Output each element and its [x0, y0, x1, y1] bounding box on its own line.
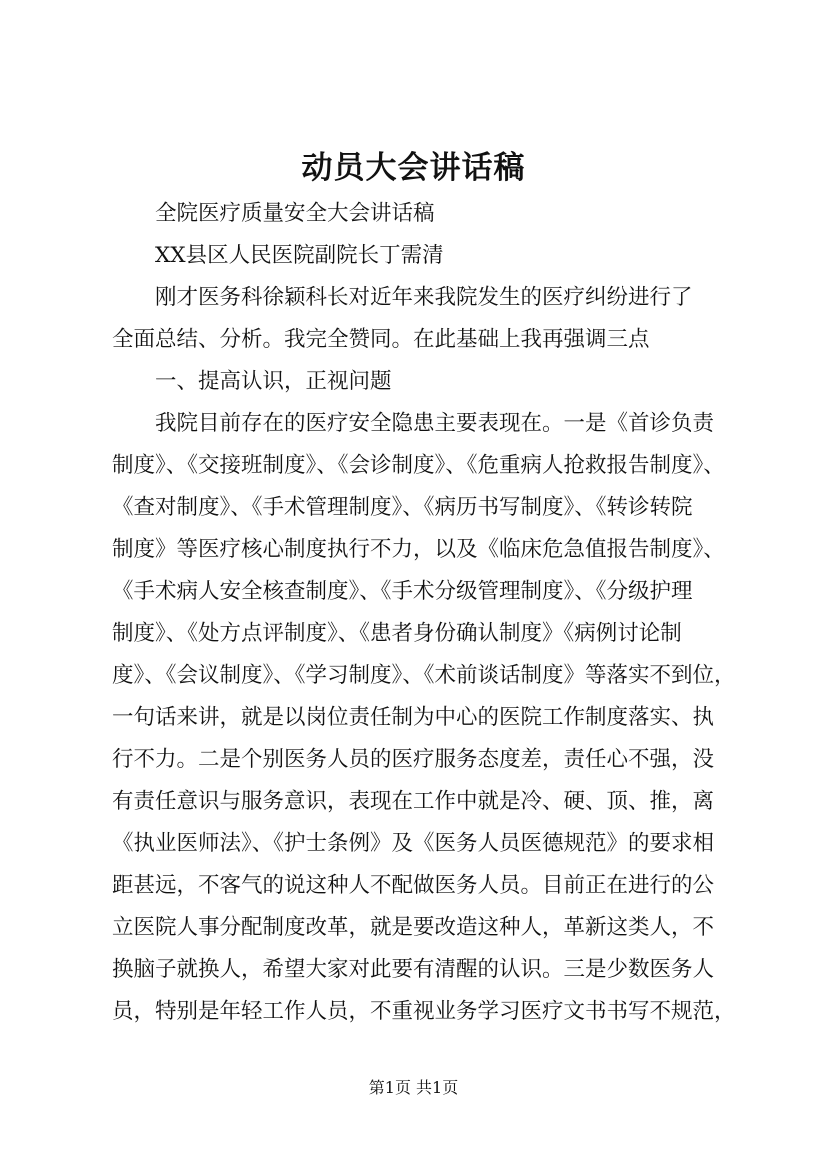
- paragraph-line: 《手术病人安全核查制度》、《手术分级管理制度》、《分级护理: [112, 579, 693, 604]
- document-title: 动员大会讲话稿: [301, 150, 526, 186]
- paragraph-line: 立医院人事分配制度改革，就是要改造这种人，革新这类人，不: [112, 915, 715, 940]
- paragraph-line: 制度》等医疗核心制度执行不力，以及《临床危急值报告制度》、: [112, 537, 725, 562]
- paragraph-line: 刚才医务科徐颖科长对近年来我院发生的医疗纠纷进行了: [155, 285, 693, 310]
- paragraph-line: 制度》、《交接班制度》、《会诊制度》、《危重病人抢救报告制度》、: [112, 453, 725, 478]
- paragraph-line: 度》、《会议制度》、《学习制度》、《术前谈话制度》等落实不到位，: [112, 663, 736, 688]
- speaker-line: XX县区人民医院副院长丁需清: [155, 243, 444, 268]
- paragraph-line: 我院目前存在的医疗安全隐患主要表现在。一是《首诊负责: [155, 411, 715, 436]
- paragraph-line: 有责任意识与服务意识，表现在工作中就是冷、硬、顶、推，离: [112, 789, 715, 814]
- document-subtitle: 全院医疗质量安全大会讲话稿: [155, 201, 435, 226]
- paragraph-line: 全面总结、分析。我完全赞同。在此基础上我再强调三点: [112, 327, 650, 352]
- page-indicator: 第1页 共1页: [368, 1078, 459, 1097]
- paragraph-line: 距甚远，不客气的说这种人不配做医务人员。目前正在进行的公: [112, 873, 715, 898]
- paragraph-line: 《执业医师法》、《护士条例》及《医务人员医德规范》的要求相: [112, 831, 715, 856]
- paragraph-line: 一句话来讲，就是以岗位责任制为中心的医院工作制度落实、执: [112, 705, 715, 730]
- paragraph-line: 制度》、《处方点评制度》、《患者身份确认制度》《病例讨论制: [112, 621, 682, 646]
- paragraph-line: 员，特别是年轻工作人员，不重视业务学习医疗文书书写不规范，: [112, 999, 736, 1024]
- paragraph-line: 《查对制度》、《手术管理制度》、《病历书写制度》、《转诊转院: [112, 495, 693, 520]
- paragraph-line: 换脑子就换人，希望大家对此要有清醒的认识。三是少数医务人: [112, 957, 715, 982]
- section-heading: 一、提高认识，正视问题: [155, 369, 392, 394]
- paragraph-line: 行不力。二是个别医务人员的医疗服务态度差，责任心不强，没: [112, 747, 715, 772]
